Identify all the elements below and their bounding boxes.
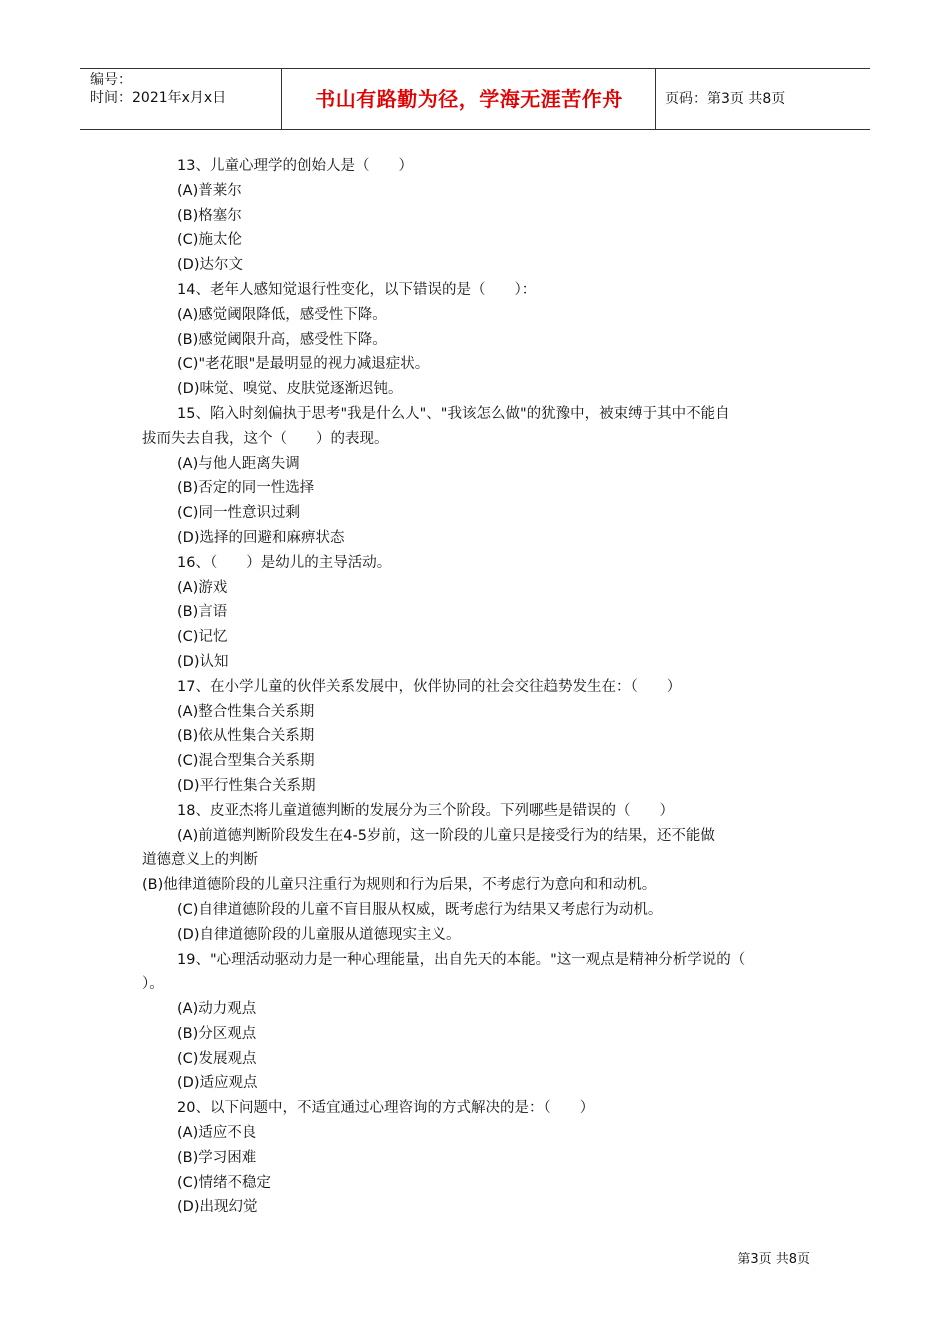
- text-line: (A)适应不良: [177, 1125, 257, 1142]
- text-line: (A)游戏: [177, 579, 228, 596]
- text-line: (B)否定的同一性选择: [177, 480, 315, 497]
- text-line: 道德意义上的判断: [142, 852, 258, 869]
- text-line: (B)依从性集合关系期: [177, 728, 315, 745]
- header-divider-right: [655, 69, 656, 129]
- header-page-label: 页码：第3页 共8页: [665, 91, 786, 107]
- text-line: (A)感觉阈限降低，感受性下降。: [177, 306, 387, 323]
- footer-page-number: 第3页 共8页: [737, 1252, 810, 1267]
- text-line: 16、（ ）是幼儿的主导活动。: [177, 554, 392, 571]
- motto: 书山有路勤为径，学海无涯苦作舟: [315, 87, 623, 111]
- header-divider-left: [281, 69, 282, 129]
- code-label: 编号：: [90, 72, 132, 88]
- text-line: (C)同一性意识过剩: [177, 505, 300, 522]
- text-line: (D)选择的回避和麻痹状态: [177, 529, 345, 546]
- text-line: (C)发展观点: [177, 1050, 257, 1067]
- text-line: 17、在小学儿童的伙伴关系发展中，伙伴协同的社会交往趋势发生在：（ ）: [177, 678, 682, 695]
- text-line: (A)整合性集合关系期: [177, 703, 315, 720]
- text-line: 14、老年人感知觉退行性变化，以下错误的是（ ）：: [177, 281, 537, 298]
- text-line: (C)记忆: [177, 629, 228, 646]
- text-line: ）。: [142, 976, 164, 993]
- text-line: 19、"心理活动驱动力是一种心理能量，出自先天的本能。"这一观点是精神分析学说的（: [177, 951, 746, 968]
- text-line: (D)味觉、嗅觉、皮肤觉逐渐迟钝。: [177, 381, 403, 398]
- text-line: (B)言语: [177, 604, 228, 621]
- text-line: (C)混合型集合关系期: [177, 753, 315, 770]
- text-line: 18、皮亚杰将儿童道德判断的发展分为三个阶段。下列哪些是错误的（ ）: [177, 802, 674, 819]
- text-line: (D)达尔文: [177, 257, 243, 274]
- text-line: (C)"老花眼"是最明显的视力减退症状。: [177, 356, 430, 373]
- text-line: (B)分区观点: [177, 1025, 257, 1042]
- text-line: (B)感觉阈限升高，感受性下降。: [177, 331, 387, 348]
- text-line: (C)施太伦: [177, 232, 242, 249]
- text-line: 拔而失去自我，这个（ ）的表现。: [142, 430, 389, 447]
- document-body: [142, 154, 810, 1220]
- text-line: (B)学习困难: [177, 1149, 257, 1166]
- text-line: (A)与他人距离失调: [177, 455, 300, 472]
- text-line: 13、儿童心理学的创始人是（ ）: [177, 158, 413, 174]
- text-line: 20、以下问题中，不适宜通过心理咨询的方式解决的是：（ ）: [177, 1100, 595, 1117]
- text-line: (B)他律道德阶段的儿童只注重行为规则和行为后果，不考虑行为意向和和动机。: [142, 877, 657, 894]
- text-line: (D)自律道德阶段的儿童服从道德现实主义。: [177, 926, 461, 943]
- text-line: 15、陷入时刻偏执于思考"我是什么人"、"我该怎么做"的犹豫中，被束缚于其中不能自: [177, 405, 730, 422]
- text-line: (D)适应观点: [177, 1075, 258, 1092]
- text-line: (D)平行性集合关系期: [177, 777, 316, 794]
- text-line: (C)自律道德阶段的儿童不盲目服从权威，既考虑行为结果又考虑行为动机。: [177, 901, 663, 918]
- text-line: (B)格塞尔: [177, 207, 242, 224]
- header-left: [90, 71, 280, 107]
- text-line: (A)前道德判断阶段发生在4-5岁前，这一阶段的儿童只是接受行为的结果，还不能做: [177, 827, 715, 844]
- text-line: (A)普莱尔: [177, 182, 242, 199]
- time-label: 时间：2021年x月x日: [90, 90, 227, 106]
- page-header: [80, 68, 870, 130]
- text-line: (D)认知: [177, 653, 229, 670]
- text-line: (D)出现幻觉: [177, 1199, 258, 1216]
- text-line: (A)动力观点: [177, 1001, 257, 1018]
- text-line: (C)情绪不稳定: [177, 1174, 271, 1191]
